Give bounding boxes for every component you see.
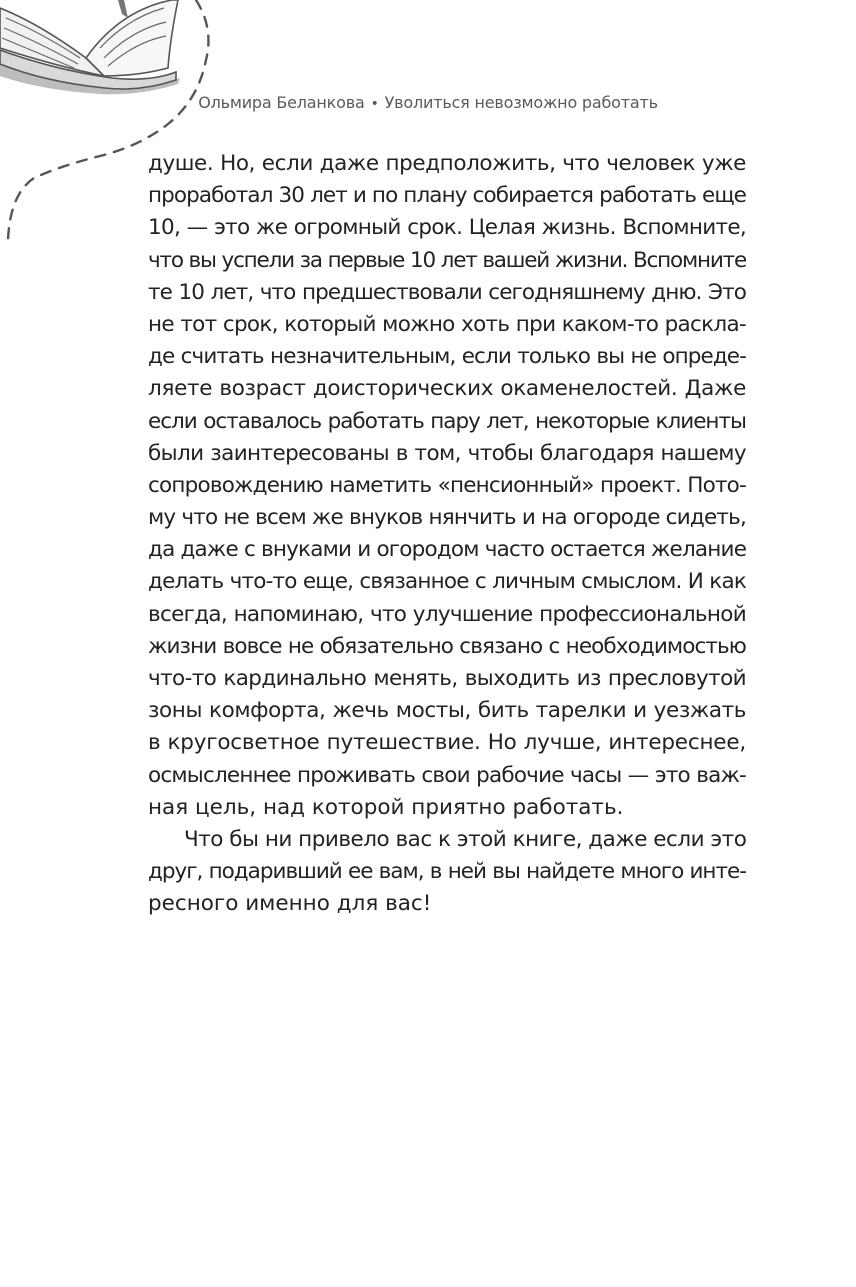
text-line: му что не всем же внуков нянчить и на огороде сидеть, [148, 505, 746, 531]
text-line: не тот срок, который можно хоть при каком-то раскла- [148, 311, 746, 337]
text-line: проработал 30 лет и по плану собирается работать еще [148, 183, 746, 209]
text-line: зоны комфорта, жечь мосты, бить тарелки и уезжать [148, 698, 746, 724]
text-line: в кругосветное путешествие. Но лучше, интереснее, [148, 730, 746, 756]
text-line: друг, подаривший ее вам, в ней вы найдете много инте- [148, 859, 746, 885]
text-line: сопровождению наметить «пенсионный» проект. Пото- [148, 472, 746, 498]
text-line: жизни вовсе не обязательно связано с необходимостью [148, 633, 746, 659]
text-line: были заинтересованы в том, чтобы благодаря нашему [148, 440, 746, 466]
text-line: если оставалось работать пару лет, некоторые клиенты [148, 408, 746, 434]
paragraph-1 [148, 148, 746, 824]
text-line: делать что-то еще, связанное с личным смыслом. И как [148, 569, 746, 595]
paragraph-2 [148, 824, 746, 921]
text-line: 10, — это же огромный срок. Целая жизнь. Вспомните, [148, 215, 746, 241]
text-line: де считать незначительным, если только вы не опреде- [148, 344, 746, 370]
text-line: да даже с внуками и огородом часто остается желание [148, 537, 747, 563]
text-line: ная цель, над которой приятно работать. [148, 794, 624, 820]
header-separator: • [370, 96, 379, 112]
text-line: что-то кардинально менять, выходить из пресловутой [148, 666, 746, 691]
header-author: Ольмира Беланкова [198, 93, 365, 112]
text-line: Что бы ни привело вас к этой книге, даже если это [184, 826, 747, 852]
text-line: душе. Но, если даже предположить, что человек уже [148, 151, 746, 176]
running-header [0, 93, 856, 112]
text-line: осмысленнее проживать свои рабочие часы — это важ- [148, 762, 746, 788]
text-line: ляете возраст доисторических окаменелостей. Даже [148, 376, 746, 402]
text-line: те 10 лет, что предшествовали сегодняшнему дню. Это [148, 279, 746, 305]
text-line: ресного именно для вас! [148, 891, 432, 917]
page-body-text [148, 148, 746, 921]
header-book-title: Уволиться невозможно работать [384, 93, 658, 112]
text-line: что вы успели за первые 10 лет вашей жизни. Вспомните [148, 247, 746, 273]
text-line: всегда, напоминаю, что улучшение профессиональной [148, 601, 746, 627]
